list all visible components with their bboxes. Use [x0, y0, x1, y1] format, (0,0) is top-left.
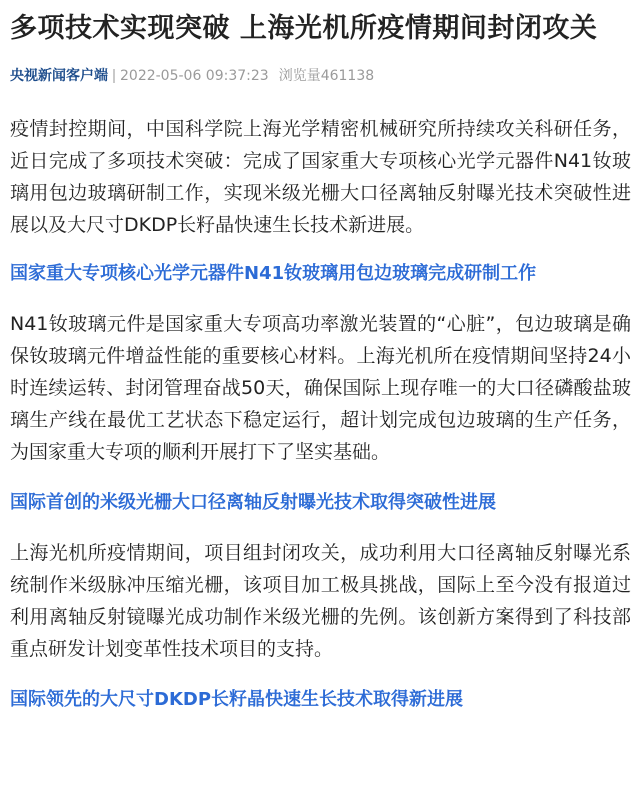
source-link[interactable]: 央视新闻客户端 — [10, 68, 108, 84]
article-title: 多项技术实现突破 上海光机所疫情期间封闭攻关 — [10, 13, 598, 44]
article-meta — [10, 66, 631, 86]
paragraph-grating: 上海光机所疫情期间，项目组封闭攻关，成功利用大口径离轴反射曝光系统制作米级脉冲压缩光栅，该项目加工极具挑战，国际上至今没有报道过利用离轴反射镜曝光成功制作米级光栅的先例。该创新方案得到了科技部重点研发计划变革性技术项目的支持。 — [10, 542, 631, 660]
section-heading-dkdp: 国际领先的大尺寸DKDP长籽晶快速生长技术取得新进展 — [10, 689, 464, 710]
view-count: 浏览量461138 — [278, 68, 375, 84]
section-heading-grating: 国际首创的米级光栅大口径离轴反射曝光技术取得突破性进展 — [10, 492, 496, 513]
meta-divider — [113, 69, 115, 83]
section-heading-glass: 国家重大专项核心光学元器件N41钕玻璃用包边玻璃完成研制工作 — [10, 263, 537, 284]
paragraph-intro: 疫情封控期间，中国科学院上海光学精密机械研究所持续攻关科研任务，近日完成了多项技术突破：完成了国家重大专项核心光学元器件N41钕玻璃用包边玻璃研制工作，实现米级光栅大口径离轴反射曝光技术突破性进展以及大尺寸DKDP长籽晶快速生长技术新进展。 — [10, 118, 631, 236]
publish-timestamp: 2022-05-06 09:37:23 — [120, 68, 269, 84]
paragraph-glass: N41钕玻璃元件是国家重大专项高功率激光装置的“心脏”，包边玻璃是确保钕玻璃元件增益性能的重要核心材料。上海光机所在疫情期间坚持24小时连续运转、封闭管理奋战50天，确保国际上现存唯一的大口径磷酸盐玻璃生产线在最优工艺状态下稳定运行，超计划完成包边玻璃的生产任务，为国家重大专项的顺利开展打下了坚实基础。 — [10, 313, 631, 463]
